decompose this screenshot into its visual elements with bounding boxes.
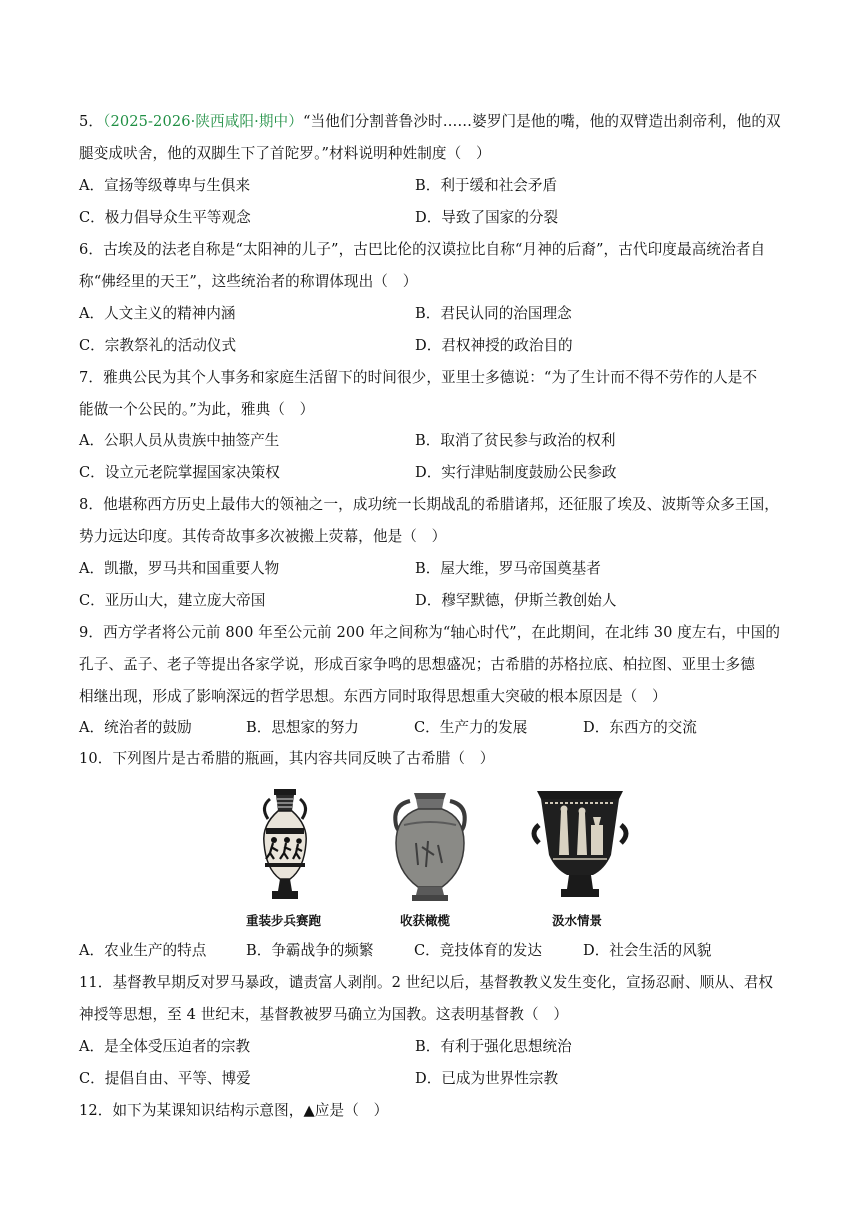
q8-option-a[interactable]: A．凯撒，罗马共和国重要人物 — [79, 560, 280, 577]
q9-option-d[interactable]: D．东西方的交流 — [583, 719, 697, 736]
q5-line2: 腿变成吠舍，他的双脚生下了首陀罗。”材料说明种姓制度（ ） — [79, 145, 491, 162]
q6-option-d[interactable]: D．君权神授的政治目的 — [415, 337, 573, 354]
q5-option-c[interactable]: C．极力倡导众生平等观念 — [79, 209, 251, 226]
q11-line2: 神授等思想，至 4 世纪末，基督教被罗马确立为国教。这表明基督教（ ） — [79, 1006, 569, 1023]
q11-option-c[interactable]: C．提倡自由、平等、博爱 — [79, 1070, 251, 1087]
vase-runners-image — [240, 785, 330, 909]
q7-line2: 能做一个公民的。”为此，雅典（ ） — [79, 401, 315, 418]
q8-option-b[interactable]: B．屋大维，罗马帝国奠基者 — [415, 560, 601, 577]
vase-olive-harvest-image — [380, 785, 480, 909]
q10-option-c[interactable]: C．竞技体育的发达 — [414, 942, 542, 959]
vase-figure — [240, 785, 640, 930]
q11-option-b[interactable]: B．有利于强化思想统治 — [415, 1038, 572, 1055]
q8-line1: 8．他堪称西方历史上最伟大的领袖之一，成功统一长期战乱的希腊诸邦，还征服了埃及、波斯等众多王国， — [79, 496, 779, 513]
q8-line2: 势力远达印度。其传奇故事多次被搬上荧幕，他是（ ） — [79, 528, 447, 545]
q8-option-d[interactable]: D．穆罕默德，伊斯兰教创始人 — [415, 592, 617, 609]
q6-option-a[interactable]: A．人文主义的精神内涵 — [79, 305, 236, 322]
q7-option-a[interactable]: A．公职人员从贵族中抽签产生 — [79, 432, 280, 449]
q7-option-d[interactable]: D．实行津贴制度鼓励公民参政 — [415, 464, 617, 481]
q5-option-a[interactable]: A．宣扬等级尊卑与生俱来 — [79, 177, 251, 194]
q6-line2: 称“佛经里的天王”，这些统治者的称谓体现出（ ） — [79, 273, 418, 290]
q7-option-c[interactable]: C．设立元老院掌握国家决策权 — [79, 464, 280, 481]
caption-runners: 重装步兵赛跑 — [246, 913, 322, 928]
q8-option-c[interactable]: C．亚历山大，建立庞大帝国 — [79, 592, 266, 609]
q11-option-a[interactable]: A．是全体受压迫者的宗教 — [79, 1038, 251, 1055]
q7-line1: 7．雅典公民为其个人事务和家庭生活留下的时间很少，亚里士多德说：“为了生计而不得不劳作的人是不 — [79, 369, 758, 386]
q9-line2: 孔子、孟子、老子等提出各家学说，形成百家争鸣的思想盛况；古希腊的苏格拉底、柏拉图、亚里士多德 — [79, 656, 755, 673]
q10-option-d[interactable]: D．社会生活的风貌 — [583, 942, 712, 959]
q9-line3: 相继出现，形成了影响深远的哲学思想。东西方同时取得思想重大突破的根本原因是（ ） — [79, 688, 667, 705]
q10-option-b[interactable]: B．争霸战争的频繁 — [246, 942, 374, 959]
caption-olive-harvest: 收获橄榄 — [400, 913, 451, 928]
q9-line1: 9．西方学者将公元前 800 年至公元前 200 年之间称为“轴心时代”，在此期间，在北纬 30 度左右，中国的 — [79, 624, 781, 641]
q5-option-b[interactable]: B．利于缓和社会矛盾 — [415, 177, 558, 194]
q6-option-c[interactable]: C．宗教祭礼的活动仪式 — [79, 337, 237, 354]
caption-water-drawing: 汲水情景 — [552, 913, 603, 928]
q12-line1: 12．如下为某课知识结构示意图，▲应是（ ） — [79, 1102, 389, 1119]
q11-option-d[interactable]: D．已成为世界性宗教 — [415, 1070, 559, 1087]
q9-option-a[interactable]: A．统治者的鼓励 — [79, 719, 192, 736]
q9-option-c[interactable]: C．生产力的发展 — [414, 719, 528, 736]
q5-source: （2025-2026·陕西咸阳·期中） — [103, 113, 303, 130]
q11-line1: 11．基督教早期反对罗马暴政，谴责富人剥削。2 世纪以后，基督教教义发生变化，宣扬忍耐、顺从、君权 — [79, 974, 774, 991]
q5-option-d[interactable]: D．导致了国家的分裂 — [415, 209, 559, 226]
q5-line1: 5．（2025-2026·陕西咸阳·期中）“当他们分割普鲁沙时……婆罗门是他的嘴，他的双臂造出刹帝利，他的双 — [79, 113, 781, 130]
q9-option-b[interactable]: B．思想家的努力 — [246, 719, 359, 736]
q7-option-b[interactable]: B．取消了贫民参与政治的权利 — [415, 432, 616, 449]
q6-option-b[interactable]: B．君民认同的治国理念 — [415, 305, 572, 322]
vase-water-drawing-image — [525, 785, 635, 909]
q10-line1: 10．下列图片是古希腊的瓶画，其内容共同反映了古希腊（ ） — [79, 750, 495, 767]
q6-line1: 6．古埃及的法老自称是“太阳神的儿子”，古巴比伦的汉谟拉比自称“月神的后裔”，古代印度最高统治者自 — [79, 241, 766, 258]
q10-option-a[interactable]: A．农业生产的特点 — [79, 942, 207, 959]
